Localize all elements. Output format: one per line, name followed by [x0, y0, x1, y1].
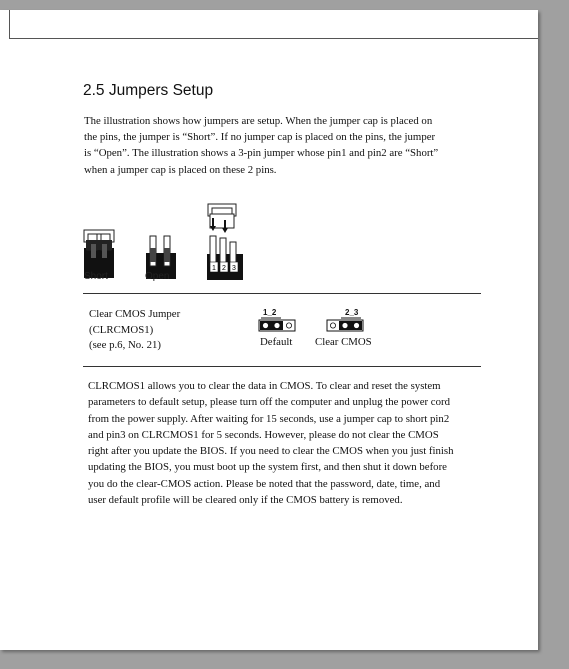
header-rule — [9, 38, 538, 39]
pin-number: 2 — [222, 265, 226, 272]
pin-number: 1 — [212, 265, 216, 272]
clear-cmos-jumper-diagram — [325, 308, 365, 332]
default-pins-label: 1_2 — [263, 308, 277, 317]
jumper-title-block — [89, 307, 180, 354]
table-bottom-rule — [83, 366, 481, 367]
intro-paragraph: The illustration shows how jumpers are setup. When the jumper cap is placed on the pins, the jumper is “Short”. If no jumper cap is placed on the pins, the jumper is “Open”. The illustration shows a 3-pin jumper whose pin1 and pin2 are “Short” when a jumper cap is placed on these 2 pins. — [84, 115, 439, 176]
clear-cmos-caption: Clear CMOS — [315, 336, 372, 348]
default-caption: Default — [260, 336, 293, 348]
short-label: Short — [84, 271, 108, 282]
clrcmos-description: CLRCMOS1 allows you to clear the data in CMOS. To clear and reset the system parameters to default setup, please turn off the computer and unplug the power cord from the power supply. After waiting for 15 seconds, use a jumper cap to short pin2 and pin3 on CLRCMOS1 for 5 seconds. However, please do not clear the CMOS right after you update the BIOS. If you need to clear the CMOS when you just finish updating the BIOS, you must boot up the system first, and then shut it down before you do the clear-CMOS action. Please be noted that the password, date, time, and user default profile will be cleared only if the CMOS battery is removed. — [88, 380, 454, 507]
open-label: Open — [145, 271, 170, 282]
table-top-rule — [83, 293, 481, 294]
jumper-name: Clear CMOS Jumper — [89, 308, 181, 320]
document-page — [0, 10, 538, 650]
pin-number: 3 — [232, 265, 236, 272]
jumper-reference: (see p.6, No. 21) — [89, 339, 161, 351]
header-margin-rule — [9, 10, 10, 39]
clear-pins-label: 2_3 — [345, 308, 359, 317]
three-pin-jumper-graphic — [207, 204, 243, 280]
default-jumper-diagram — [257, 308, 297, 332]
section-heading: 2.5 Jumpers Setup — [83, 82, 214, 99]
jumper-id: (CLRCMOS1) — [89, 323, 154, 336]
